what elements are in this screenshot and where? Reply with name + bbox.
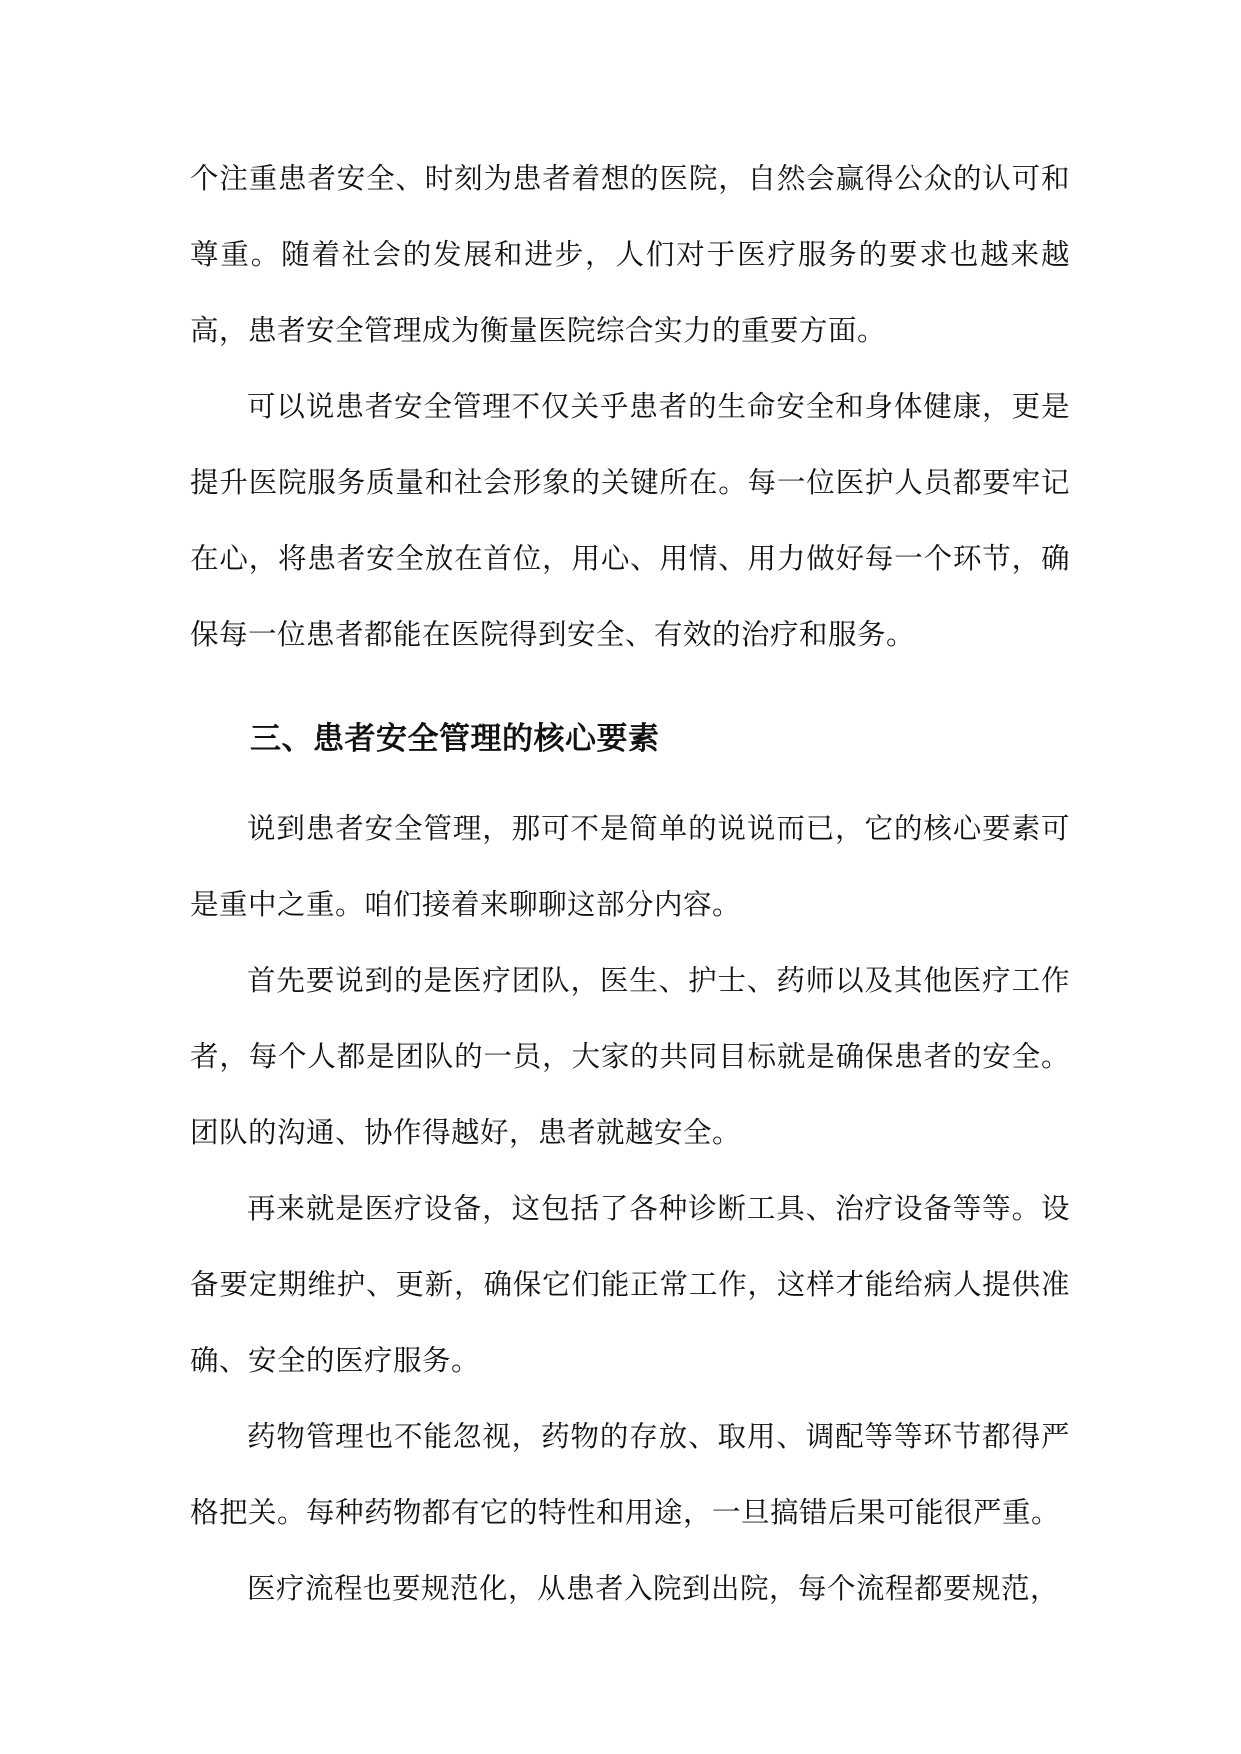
paragraph: 再来就是医疗设备，这包括了各种诊断工具、治疗设备等等。设备要定期维护、更新，确保它们能正常工作，这样才能给病人提供准确、安全的医疗服务。 bbox=[190, 1192, 1070, 1377]
paragraph: 医疗流程也要规范化，从患者入院到出院，每个流程都要规范， bbox=[247, 1572, 1060, 1605]
paragraph: 药物管理也不能忽视，药物的存放、取用、调配等等环节都得严格把关。每种药物都有它的特性和用途，一旦搞错后果可能很严重。 bbox=[190, 1420, 1070, 1529]
section-heading: 三、患者安全管理的核心要素 bbox=[250, 721, 660, 757]
paragraph-continued: 个注重患者安全、时刻为患者着想的医院，自然会赢得公众的认可和尊重。随着社会的发展和进步，人们对于医疗服务的要求也越来越高，患者安全管理成为衡量医院综合实力的重要方面。 bbox=[190, 162, 1070, 347]
document-body bbox=[190, 141, 1070, 1627]
paragraph: 首先要说到的是医疗团队，医生、护士、药师以及其他医疗工作者，每个人都是团队的一员，大家的共同目标就是确保患者的安全。团队的沟通、协作得越好，患者就越安全。 bbox=[190, 964, 1070, 1149]
paragraph: 说到患者安全管理，那可不是简单的说说而已，它的核心要素可是重中之重。咱们接着来聊聊这部分内容。 bbox=[190, 812, 1070, 921]
paragraph: 可以说患者安全管理不仅关乎患者的生命安全和身体健康，更是提升医院服务质量和社会形象的关键所在。每一位医护人员都要牢记在心，将患者安全放在首位，用心、用情、用力做好每一个环节，确保每一位患者都能在医院得到安全、有效的治疗和服务。 bbox=[190, 390, 1070, 651]
